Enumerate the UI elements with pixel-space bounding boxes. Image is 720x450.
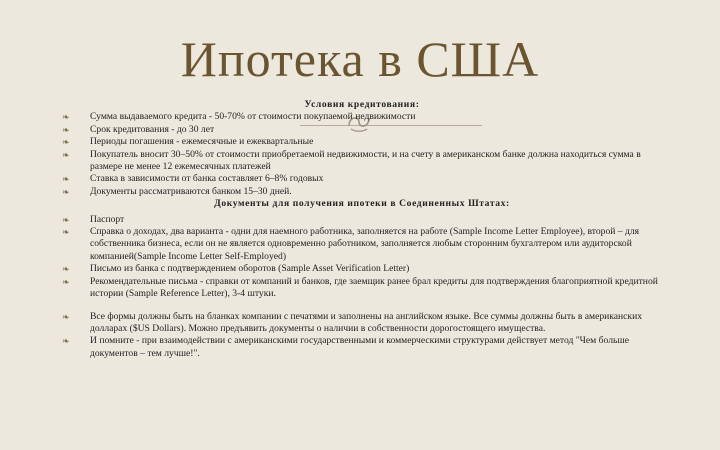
slide-title: Ипотека в США: [180, 31, 540, 87]
scroll-bullet-icon: ❧: [62, 124, 70, 135]
scroll-bullet-icon: ❧: [62, 336, 70, 347]
list-item: [62, 186, 662, 198]
conditions-heading: Условия кредитования:: [304, 99, 420, 110]
list-item: [62, 311, 662, 336]
list-item-text: Сумма выдаваемого кредита - 50-70% от стоимости покупаемой недвижимости: [90, 111, 416, 123]
list-item-text: Покупатель вносит 30–50% от стоимости приобретаемой недвижимости, и на счету в американском банке должна находиться сумма в размере не менее 12 ежемесячных платежей: [90, 148, 641, 173]
list-item-text: Паспорт: [90, 213, 125, 225]
list-item-text: Все формы должны быть на бланках компании с печатями и заполнены на английском языке. Все суммы должны быть в американских долларах ($US Dollars). Можно предъявить документы о наличии в собственности дорогостоящего имущества.: [90, 310, 643, 334]
list-item-text: Справка о доходах, два варианта - одни для наемного работника, заполняется на работе (Sample Income Letter Employee), второй – для собственника бизнеса, если он не является одновременно работником, заполняется любым сторонним бухгалтером или аудиторской компанией(Sample Income Letter Self-Employed): [90, 226, 640, 262]
list-item-text: Срок кредитования - до 30 лет: [90, 123, 215, 135]
list-item-text: Документы рассматриваются банком 15–30 дней.: [90, 185, 292, 197]
scroll-bullet-icon: ❧: [62, 149, 70, 160]
scroll-bullet-icon: ❧: [62, 264, 70, 275]
list-item: [62, 149, 662, 174]
list-item: [62, 124, 662, 136]
scroll-bullet-icon: ❧: [62, 276, 70, 287]
scroll-bullet-icon: ❧: [62, 311, 70, 322]
scroll-bullet-icon: ❧: [62, 112, 70, 123]
list-item-text: Письмо из банка с подтверждением оборотов (Sample Asset Verification Letter): [90, 263, 410, 275]
list-item: [62, 173, 662, 185]
list-item: [62, 263, 662, 275]
list-item-text: Периоды погашения - ежемесячные и ежеквартальные: [90, 136, 314, 148]
list-item: [62, 335, 662, 360]
list-item: [62, 111, 662, 123]
documents-heading: Документы для получения ипотеки в Соединенных Штатах:: [214, 198, 510, 210]
scroll-bullet-icon: ❧: [62, 174, 70, 185]
scroll-bullet-icon: ❧: [62, 227, 70, 238]
scroll-bullet-icon: ❧: [62, 137, 70, 148]
scroll-bullet-icon: ❧: [62, 186, 70, 197]
scroll-bullet-icon: ❧: [62, 214, 70, 225]
list-item: [62, 214, 662, 226]
list-item: [62, 276, 662, 301]
slide-body: [62, 99, 662, 360]
list-item-text: И помните - при взаимодействии с американскими государственными и коммерческими структурами действует метод "Чем больше документов – тем лучше!".: [90, 335, 630, 359]
list-item: [62, 226, 662, 263]
list-item-text: Ставка в зависимости от банка составляет 6–8% годовых: [90, 173, 324, 185]
list-item: [62, 136, 662, 148]
list-item-text: Рекомендательные письма - справки от компаний и банков, где заемщик ранее брал кредиты для подтверждения благоприятной кредитной истории (Sample Reference Letter), 3-4 штуки.: [90, 275, 658, 300]
